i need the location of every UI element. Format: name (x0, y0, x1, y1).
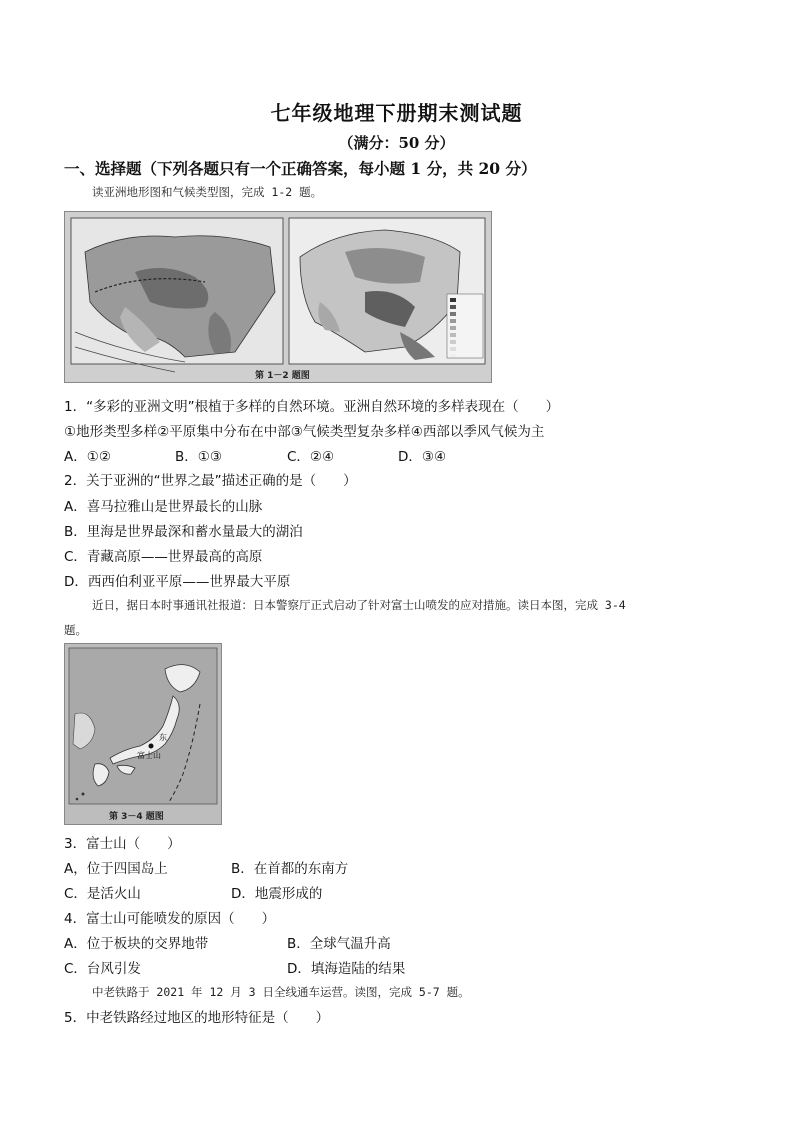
figure1-caption: 第 1－2 题图 (255, 371, 310, 381)
q1-option-d: D．③④ (398, 449, 447, 465)
q4-option-b: B．全球气温升高 (287, 936, 391, 952)
q1-stem: 1．“多彩的亚洲文明”根植于多样的自然环境。亚洲自然环境的多样表现在（ ） (64, 399, 560, 415)
intro-q5-7: 中老铁路于 2021 年 12 月 3 日全线通车运营。读图，完成 5-7 题。 (92, 985, 470, 999)
climate-legend (447, 294, 483, 358)
asia-maps-figure (64, 211, 492, 383)
intro-q3-4-line2: 题。 (64, 623, 87, 637)
q2-option-d: D．西西伯利亚平原——世界最大平原 (64, 574, 291, 590)
label-fuji: 富士山 (137, 751, 161, 760)
q3-option-c: C．是活火山 (64, 886, 141, 902)
japan-map-figure (64, 643, 222, 825)
q3-option-b: B．在首都的东南方 (231, 861, 349, 877)
figure2-caption: 第 3－4 题图 (109, 812, 164, 822)
q4-option-d: D．填海造陆的结果 (287, 961, 406, 977)
asia-maps-image (65, 212, 491, 382)
q2-option-c: C．青藏高原——世界最高的高原 (64, 549, 263, 565)
q2-option-a: A．喜马拉雅山是世界最长的山脉 (64, 499, 263, 515)
q3-stem: 3．富士山（ ） (64, 836, 181, 852)
q3-option-d: D．地震形成的 (231, 886, 323, 902)
q1-statements: ①地形类型多样②平原集中分布在中部③气候类型复杂多样④西部以季风气候为主 (64, 424, 545, 440)
intro-q3-4-line1: 近日，据日本时事通讯社报道：日本警察厅正式启动了针对富士山喷发的应对措施。读日本图，完成 3-4 (92, 598, 626, 612)
japan-map-image (65, 644, 221, 824)
q2-option-b: B．里海是世界最深和蓄水量最大的湖泊 (64, 524, 303, 540)
page-title: 七年级地理下册期末测试题 (270, 101, 523, 125)
q4-stem: 4．富士山可能喷发的原因（ ） (64, 911, 276, 927)
q2-stem: 2．关于亚洲的“世界之最”描述正确的是（ ） (64, 473, 357, 489)
section-heading: 一、选择题（下列各题只有一个正确答案，每小题 1 分，共 20 分） (64, 159, 537, 178)
q3-option-a: A，位于四国岛上 (64, 861, 168, 877)
q4-option-a: A．位于板块的交界地带 (64, 936, 209, 952)
label-east: 东 (159, 733, 167, 742)
full-score: （满分：50 分） (338, 134, 455, 152)
q5-stem: 5．中老铁路经过地区的地形特征是（ ） (64, 1010, 330, 1026)
q1-option-c: C．②④ (287, 449, 335, 465)
q4-option-c: C．台风引发 (64, 961, 141, 977)
intro-q1-2: 读亚洲地形图和气候类型图，完成 1-2 题。 (92, 185, 323, 199)
q1-option-b: B．①③ (175, 449, 222, 465)
q1-option-a: A．①② (64, 449, 111, 465)
